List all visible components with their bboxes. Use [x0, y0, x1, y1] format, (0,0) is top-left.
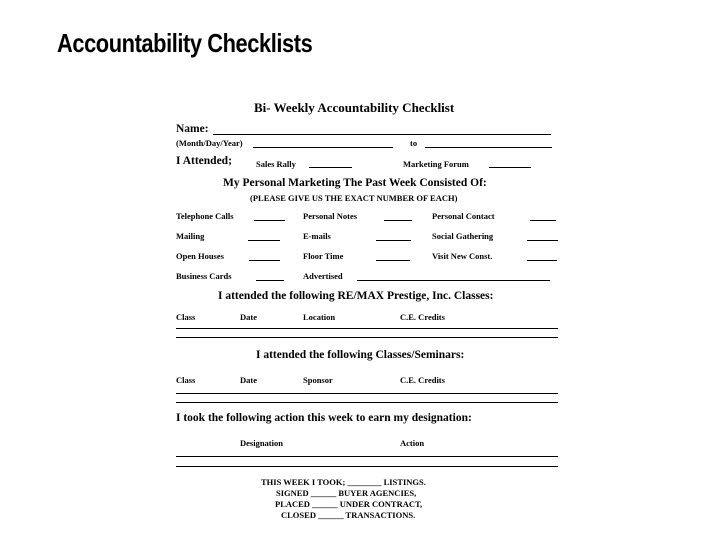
marketing-item-line[interactable] [530, 220, 556, 221]
entry-line[interactable] [176, 402, 558, 403]
marketing-item: Business Cards [176, 271, 232, 281]
column-header: Date [240, 312, 257, 322]
date-label: (Month/Day/Year) [176, 138, 243, 148]
marketing-item-line[interactable] [376, 260, 410, 261]
marketing-heading: My Personal Marketing The Past Week Consisted Of: [223, 177, 487, 189]
marketing-item: Floor Time [303, 251, 344, 261]
marketing-item-line[interactable] [248, 240, 280, 241]
name-field-line[interactable] [213, 134, 551, 135]
column-header: Class [176, 312, 196, 322]
name-label: Name: [176, 123, 209, 135]
sales-rally-label: Sales Rally [256, 159, 296, 169]
marketing-item-line[interactable] [376, 240, 411, 241]
entry-line[interactable] [176, 393, 558, 394]
marketing-forum-label: Marketing Forum [403, 159, 469, 169]
marketing-forum-line[interactable] [489, 167, 531, 168]
summary-buyer: SIGNED ______ BUYER AGENCIES, [276, 488, 417, 498]
marketing-item: Social Gathering [432, 231, 494, 241]
column-header: Class [176, 375, 196, 385]
column-header: C.E. Credits [400, 312, 445, 322]
column-header: Sponsor [303, 375, 333, 385]
marketing-subheading: (PLEASE GIVE US THE EXACT NUMBER OF EACH) [250, 193, 458, 203]
summary-contract: PLACED ______ UNDER CONTRACT, [275, 499, 423, 509]
marketing-item-line[interactable] [527, 240, 558, 241]
summary-listings: THIS WEEK I TOOK; ________ LISTINGS. [261, 477, 426, 487]
column-header: Date [240, 375, 257, 385]
marketing-item-line[interactable] [357, 280, 550, 281]
marketing-item: Telephone Calls [176, 211, 234, 221]
seminars-heading: I attended the following Classes/Seminars: [256, 349, 465, 361]
marketing-item: Mailing [176, 231, 205, 241]
form-title: Bi- Weekly Accountability Checklist [254, 100, 455, 115]
marketing-item-line[interactable] [256, 280, 284, 281]
marketing-item: E-mails [303, 231, 331, 241]
date-from-line[interactable] [253, 147, 393, 148]
marketing-item-line[interactable] [527, 260, 557, 261]
slide-title: Accountability Checklists [57, 28, 313, 58]
date-to-line[interactable] [425, 147, 552, 148]
sales-rally-line[interactable] [309, 167, 352, 168]
entry-line[interactable] [176, 466, 558, 467]
attended-label: I Attended; [176, 155, 232, 167]
column-header: Designation [240, 438, 283, 448]
column-header: Action [400, 438, 425, 448]
summary-closed: CLOSED ______ TRANSACTIONS. [281, 510, 416, 520]
marketing-item: Personal Notes [303, 211, 358, 221]
column-header: Location [303, 312, 336, 322]
marketing-item: Advertised [303, 271, 343, 281]
entry-line[interactable] [176, 456, 558, 457]
marketing-item-line[interactable] [249, 260, 280, 261]
to-label: to [410, 138, 418, 148]
marketing-item: Visit New Const. [432, 251, 493, 261]
designation-heading: I took the following action this week to earn my designation: [176, 412, 472, 424]
remax-heading: I attended the following RE/MAX Prestige, Inc. Classes: [218, 290, 494, 302]
marketing-item-line[interactable] [254, 220, 285, 221]
marketing-item: Personal Contact [432, 211, 495, 221]
marketing-item-line[interactable] [384, 220, 412, 221]
column-header: C.E. Credits [400, 375, 445, 385]
marketing-item: Open Houses [176, 251, 224, 261]
entry-line[interactable] [176, 337, 558, 338]
entry-line[interactable] [176, 328, 558, 329]
